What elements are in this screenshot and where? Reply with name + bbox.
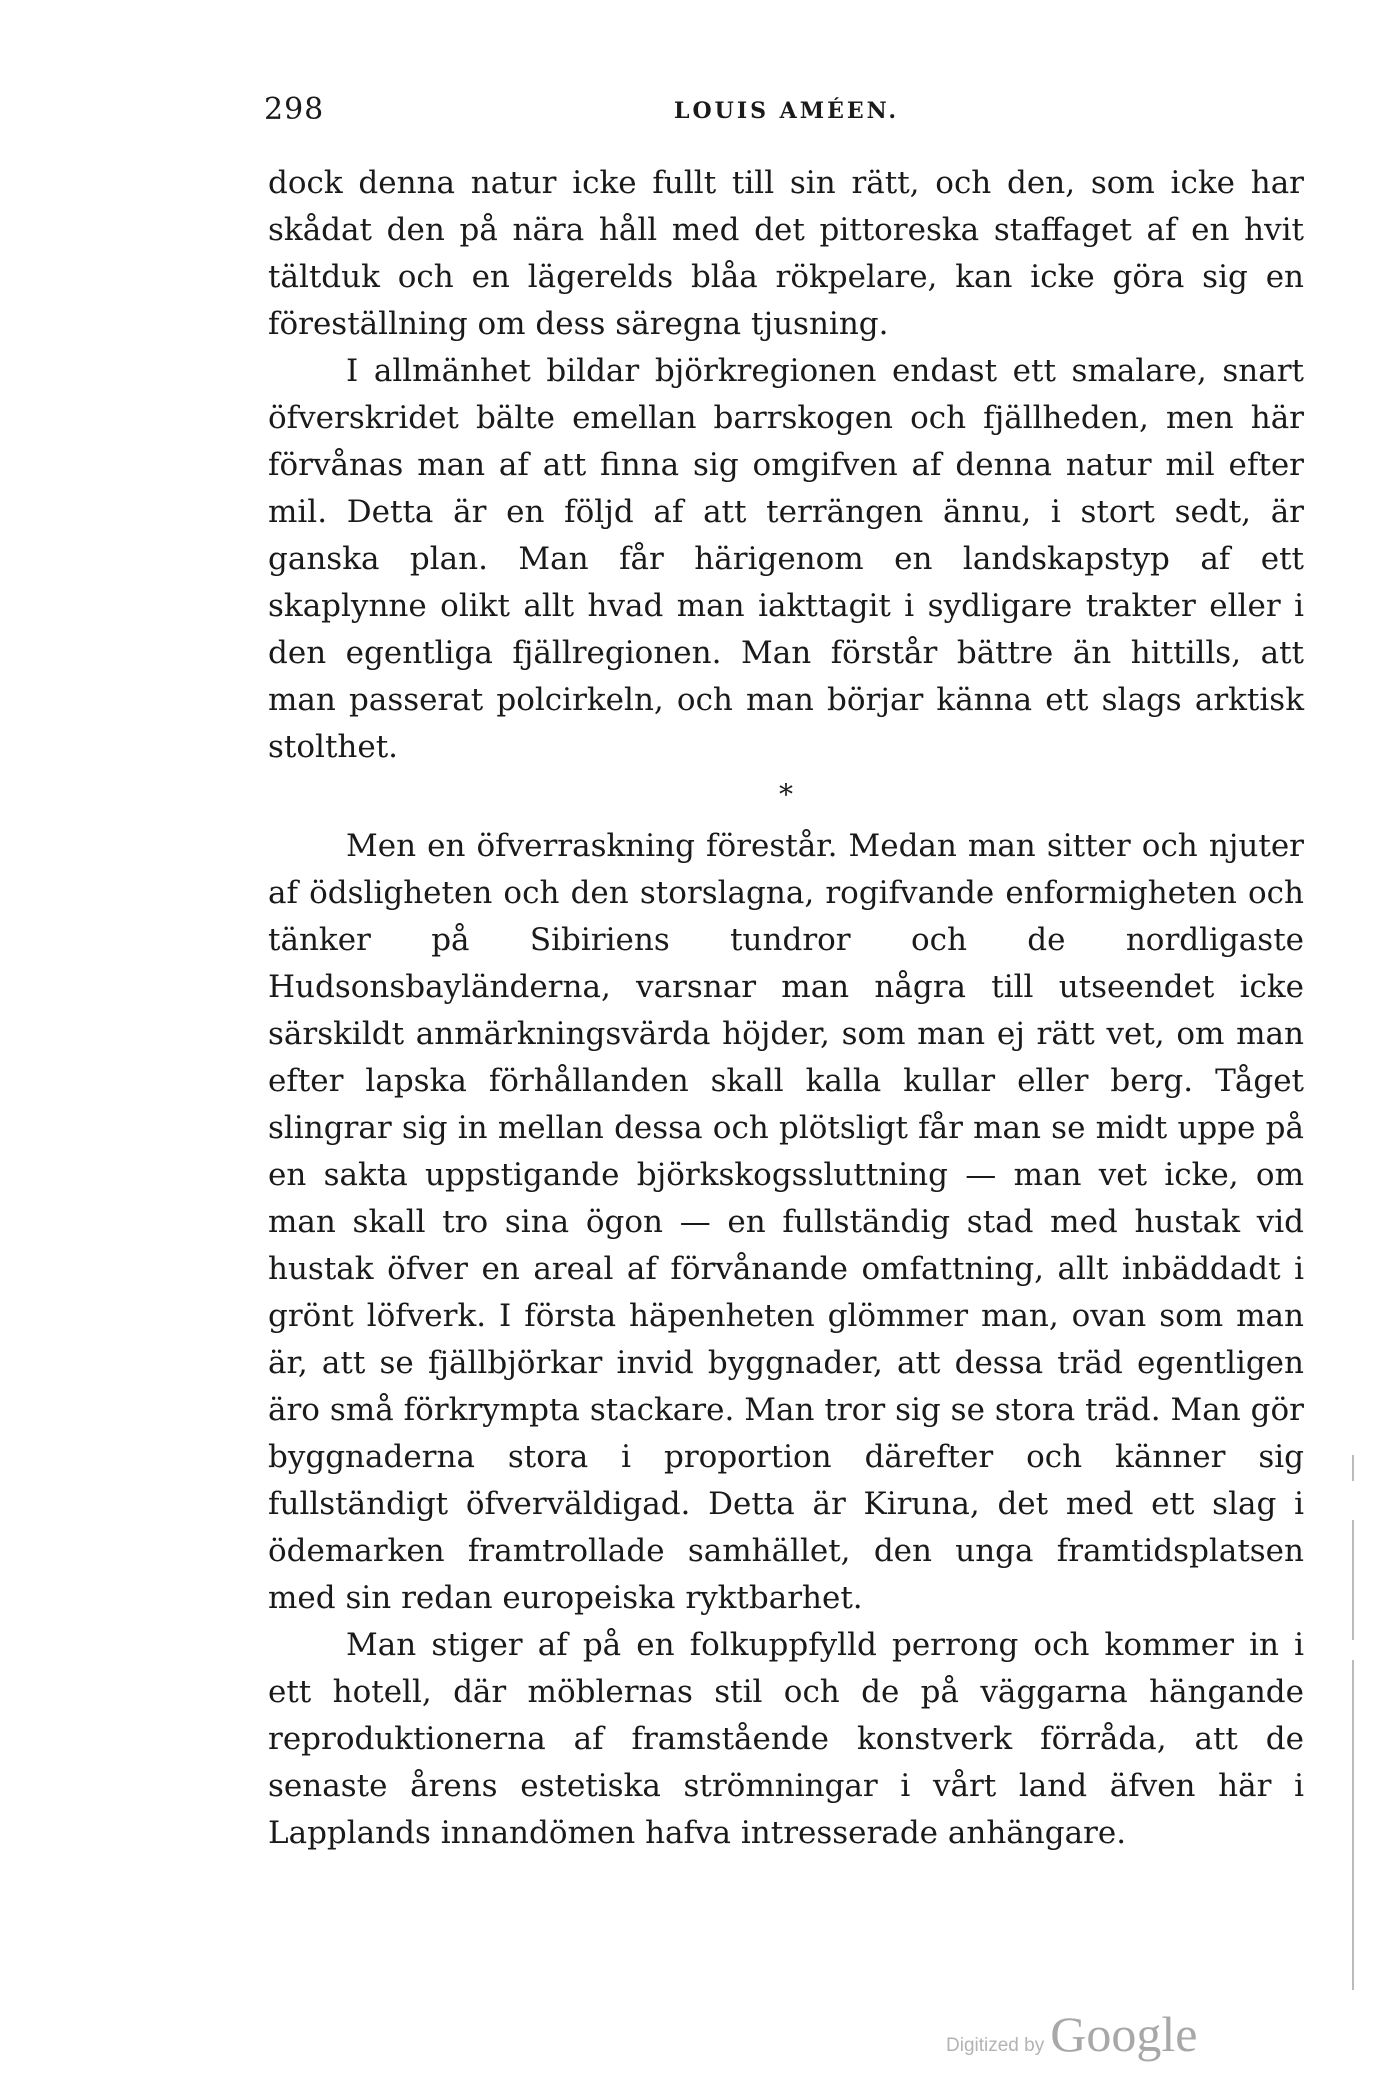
margin-scan-mark [1352,1455,1354,1481]
paragraph-4: Man stiger af på en folkuppfylld perrong och kommer in i ett hotell, där möblernas stil och de på väggarna hängande reproduktionerna af framstående konstverk förråda, att de senaste årens estetiska strömningar i vårt land äfven här i Lapplands innandömen hafva intresserade anhängare. [268,1627,1304,1851]
paragraph-1: dock denna natur icke fullt till sin rätt, och den, som icke har skådat den på nära håll med det pittoreska staffaget af en hvit tältduk och en lägerelds blåa rökpelare, kan icke göra sig en föreställning om dess säregna tjusning. [268,165,1304,342]
paragraph-2: I allmänhet bildar björkregionen endast ett smalare, snart öfverskridet bälte emellan barrskogen och fjällheden, men här förvånas man af att finna sig omgifven af denna natur mil efter mil. Detta är en följd af att terrängen ännu, i stort sedt, är ganska plan. Man får härigenom en landskapstyp af ett skaplynne olikt allt hvad man iakttagit i sydligare trakter eller i den egentliga fjällregionen. Man förstår bättre än hittills, att man passerat polcirkeln, och man börjar känna ett slags arktisk stolthet. [268,353,1304,765]
margin-scan-mark [1352,1520,1354,1640]
digitized-watermark [946,2005,1197,2065]
body-text [268,160,1304,1857]
digitized-label: Digitized by [946,2035,1045,2056]
paragraph-3: Men en öfverraskning förestår. Medan man sitter och njuter af ödsligheten och den storslagna, rogifvande enformigheten och tänker på Sibiriens tundror och de nordligaste Hudsonsbayländerna, varsnar man några till utseendet icke särskildt anmärkningsvärda höjder, som man ej rätt vet, om man efter lapska förhållanden skall kalla kullar eller berg. Tåget slingrar sig in mellan dessa och plötsligt får man se midt uppe på en sakta uppstigande björkskogssluttning — man vet icke, om man skall tro sina ögon — en fullständig stad med hustak vid hustak öfver en areal af förvånande omfattning, allt inbäddadt i grönt löfverk. I första häpenheten glömmer man, ovan som man är, att se fjällbjörkar invid byggnader, att dessa träd egentligen äro små förkrympta stackare. Man tror sig se stora träd. Man gör byggnaderna stora i proportion därefter och känner sig fullständigt öfverväldigad. Detta är Kiruna, det med ett slag i ödemarken framtrollade samhället, den unga framtidsplatsen med sin redan europeiska ryktbarhet. [268,828,1304,1616]
section-separator: * [779,778,793,811]
page-number: 298 [264,92,325,127]
page-header [264,92,1304,132]
margin-scan-mark [1352,1660,1354,1990]
running-head: LOUIS AMÉEN. [674,98,899,124]
google-logo: Google [1050,2006,1198,2062]
